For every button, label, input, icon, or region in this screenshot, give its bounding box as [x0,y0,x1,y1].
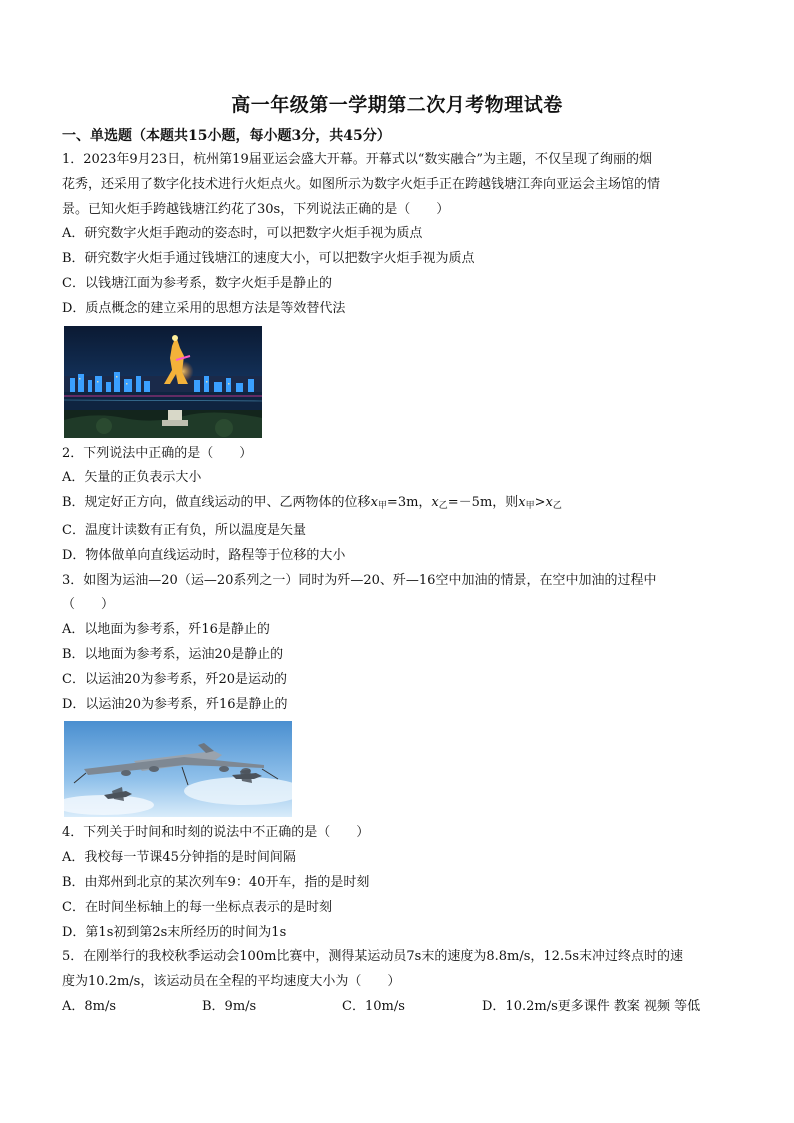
q1-option-b: B．研究数字火炬手通过钱塘江的速度大小，可以把数字火炬手视为质点 [62,251,475,267]
q1-stem-line: 1．2023年9月23日，杭州第19届亚运会盛大开幕。开幕式以“数实融合”为主题，不仅呈现了绚丽的烟 [62,152,653,167]
var-x: x [545,495,553,511]
q3-option-a: A．以地面为参考系，歼16是静止的 [62,622,270,638]
value: =－5m，则 [447,495,519,511]
q4-option-c: C．在时间坐标轴上的每一坐标点表示的是时刻 [62,899,332,915]
q5-option-a: A．8m/s [62,998,117,1014]
q3-option-b: B．以地面为参考系，运油20是静止的 [62,646,284,662]
q4-option-a: A．我校每一节课45分钟指的是时间间隔 [62,850,296,866]
q5-option-c: C．10m/s [342,998,405,1014]
q5-options [62,995,732,1020]
var-x: x [370,495,378,511]
q4-option-d: D．第1s初到第2s末所经历的时间为1s [62,924,287,940]
q2-option-a: A．矢量的正负表示大小 [62,470,202,486]
subscript: 乙 [438,501,448,512]
exam-page [62,92,732,1020]
question-3 [62,569,732,818]
q2-stem: 2．下列说法中正确的是（ ） [62,445,253,461]
q5-option-d: D．10.2m/s [482,998,558,1014]
question-2 [62,442,732,569]
exam-title: 高一年级第一学期第二次月考物理试卷 [231,94,563,116]
q4-stem: 4．下列关于时间和时刻的说法中不正确的是（ ） [62,825,370,841]
q2-option-c: C．温度计读数有正有负，所以温度是矢量 [62,522,306,538]
question-5 [62,945,732,1019]
q3-stem-line: 3．如图为运油—20（运—20系列之一）同时为歼—20、歼—16空中加油的情景，在空中加油的过程中 [62,572,657,588]
subscript: 甲 [525,501,535,512]
section-heading: 一、单选题（本题共15小题，每小题3分，共45分） [62,128,391,144]
q3-option-c: C．以运油20为参考系，歼20是运动的 [62,671,288,687]
q1-stem-line: 景。已知火炬手跨越钱塘江约花了30s，下列说法正确的是（ ） [62,201,450,217]
q2-option-b [62,491,732,519]
value: =3m， [386,495,432,511]
q5-option-b: B．9m/s [202,998,257,1014]
question-4 [62,821,732,945]
greater-than: > [534,495,546,511]
q2-option-d: D．物体做单向直线运动时，路程等于位移的大小 [62,547,346,563]
q3-stem-line: （ ） [62,597,115,613]
subscript: 甲 [377,501,387,512]
q2-option-b-text: B．规定好正方向，做直线运动的甲、乙两物体的位移 [62,495,371,511]
trailing-note: 更多课件 教案 视频 等低 [557,998,701,1014]
q4-option-b: B．由郑州到北京的某次列车9：40开车，指的是时刻 [62,874,370,890]
subscript: 乙 [552,501,562,512]
q1-option-d: D．质点概念的建立采用的思想方法是等效替代法 [62,300,346,316]
var-x: x [431,495,439,511]
torch-bearer-photo [64,326,262,438]
q5-stem-line: 度为10.2m/s，该运动员在全程的平均速度大小为（ ） [62,974,401,990]
q1-stem-line: 花秀，还采用了数字化技术进行火炬点火。如图所示为数字火炬手正在跨越钱塘江奔向亚运会主场馆的情 [62,176,661,192]
question-1 [62,148,732,438]
q3-option-d: D．以运油20为参考系，歼16是静止的 [62,696,288,712]
q1-option-c: C．以钱塘江面为参考系，数字火炬手是静止的 [62,275,332,291]
q1-option-a: A．研究数字火炬手跑动的姿态时，可以把数字火炬手视为质点 [62,226,423,242]
q5-stem-line: 5．在刚举行的我校秋季运动会100m比赛中，测得某运动员7s末的速度为8.8m/s，12.5s末冲过终点时的速 [62,949,684,965]
aerial-refueling-photo [64,721,292,817]
var-x: x [518,495,526,511]
